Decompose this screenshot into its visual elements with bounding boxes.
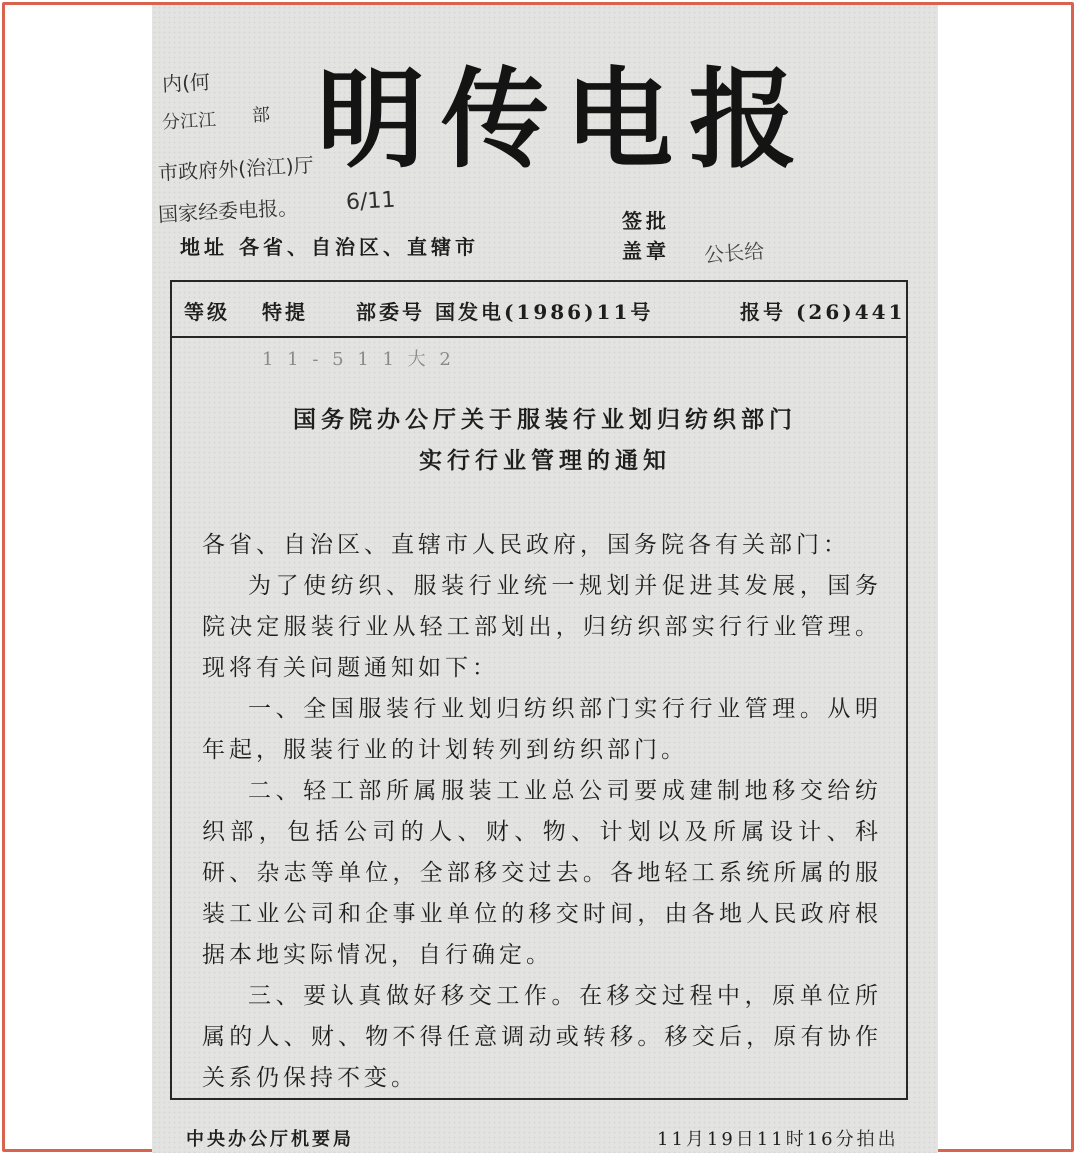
notice-paragraph: 二、轻工部所属服装工业总公司要成建制地移交给纺织部，包括公司的人、财、物、计划以及所属设计、科研、杂志等单位，全部移交过去。各地轻工系统所属的服装工业公司和企事业单位的移交时间，由各地人民政府根据本地实际情况，自行确定。 bbox=[202, 778, 882, 968]
grade-label: 等级 bbox=[184, 300, 230, 324]
notice-title-line2: 实行行业管理的通知 bbox=[419, 447, 671, 474]
handwritten-note-3: 部 bbox=[251, 104, 271, 127]
sender-office: 中央办公厅机要局 bbox=[186, 1129, 354, 1150]
sent-time: 11月19日11时16分拍出 bbox=[657, 1129, 899, 1150]
document-number: 部委号 国发电(1986)11号 bbox=[356, 300, 654, 324]
handwritten-note-4: 市政府外(治江)厅 bbox=[157, 152, 315, 186]
notice-paragraph: 三、要认真做好移交工作。在移交过程中，原单位所属的人、财、物不得任意调动或转移。移交后，原有协作关系仍保持不变。 bbox=[202, 983, 882, 1091]
notice-title-line1: 国务院办公厅关于服装行业划归纺织部门 bbox=[293, 406, 797, 433]
faint-note: 1 1 - 5 1 1 大 2 bbox=[262, 349, 455, 370]
telegram-header-row bbox=[170, 280, 908, 338]
seal-value: 公长给 bbox=[703, 238, 765, 268]
recipients-line: 各省、自治区、直辖市人民政府，国务院各有关部门： bbox=[202, 532, 850, 558]
telegram-document bbox=[152, 5, 938, 1153]
handwritten-note-1: 内(何 bbox=[161, 69, 211, 97]
seal-label: 盖章 bbox=[622, 239, 670, 263]
notice-paragraph: 为了使纺织、服装行业统一规划并促进其发展，国务院决定服装行业从轻工部划出，归纺织部实行行业管理。现将有关问题通知如下： bbox=[202, 573, 882, 681]
message-number: 报号 (26)441 bbox=[740, 300, 906, 324]
handwritten-note-2: 分江江 bbox=[161, 109, 217, 134]
sign-label: 签批 bbox=[622, 209, 670, 233]
masthead-title: 明传电报 bbox=[317, 58, 814, 183]
address-line: 地址 各省、自治区、直辖市 bbox=[180, 235, 479, 259]
handwritten-note-6: 6/11 bbox=[345, 187, 397, 216]
handwritten-note-5: 国家经委电报。 bbox=[157, 195, 299, 227]
grade-value: 特提 bbox=[262, 300, 308, 324]
notice-paragraph: 一、全国服装行业划归纺织部门实行行业管理。从明年起，服装行业的计划转列到纺织部门。 bbox=[202, 696, 882, 763]
